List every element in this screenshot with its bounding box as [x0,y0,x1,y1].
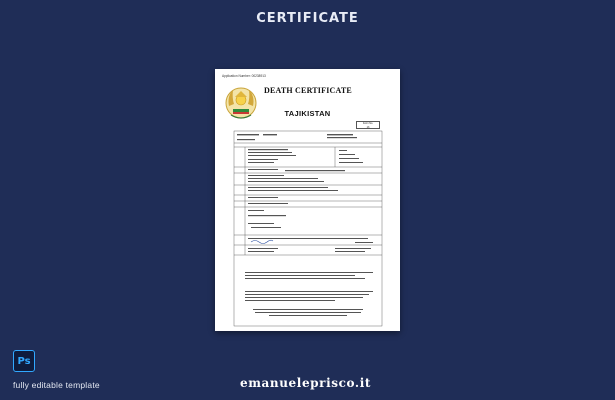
brand-watermark: emanueleprisco.it [240,376,371,390]
certificate-title: DEATH CERTIFICATE [264,86,352,95]
page-title: CERTIFICATE [256,11,359,26]
certificate-preview [215,69,400,331]
editable-template-label: fully editable template [13,380,100,390]
certificate-form-body [215,69,400,331]
form-number-value: 13 [366,125,370,129]
form-number-label: Form No. [363,122,373,125]
application-number: Application Number: 00238913 [222,74,266,78]
photoshop-icon: Ps [13,350,35,372]
country-name: TAJIKISTAN [284,109,331,118]
